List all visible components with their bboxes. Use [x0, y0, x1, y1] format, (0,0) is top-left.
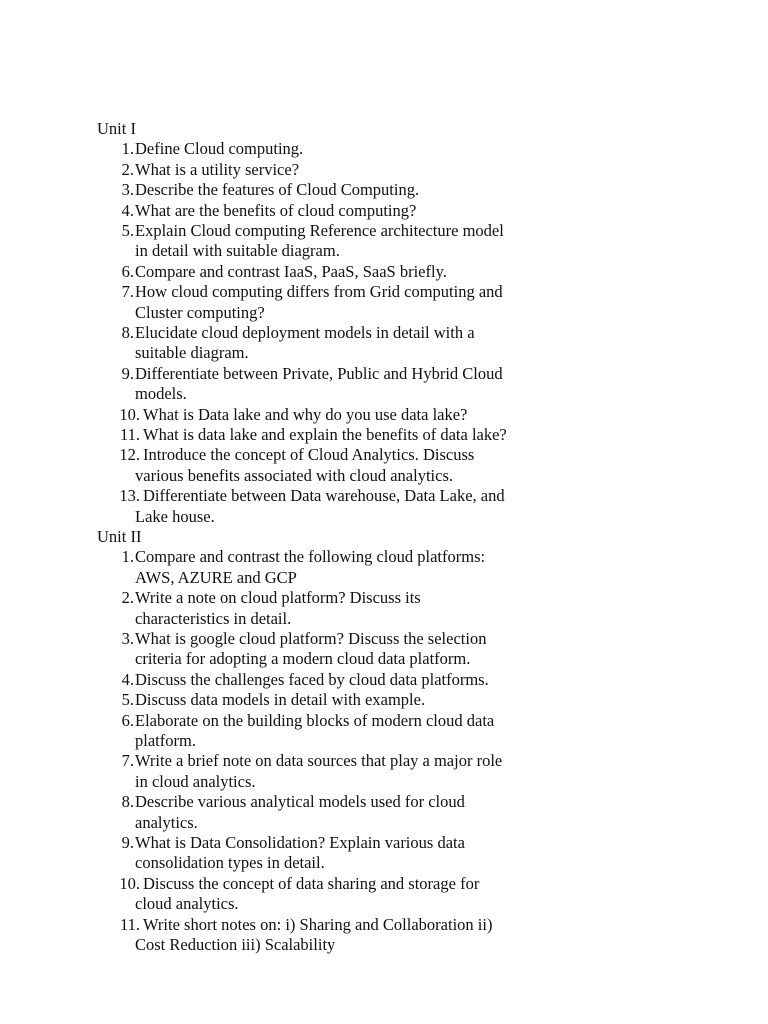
question-text	[135, 445, 565, 486]
question-item	[0, 751, 768, 792]
question-text	[135, 833, 565, 874]
question-item	[0, 690, 768, 710]
question-item	[0, 201, 768, 221]
question-text	[135, 792, 565, 833]
question-item	[0, 262, 768, 282]
question-text	[135, 405, 565, 425]
question-text-line: Lake house.	[135, 506, 215, 526]
question-text	[135, 486, 565, 527]
question-text-line: consolidation types in detail.	[135, 853, 325, 873]
question-text-line: cloud analytics.	[135, 894, 239, 914]
question-text-line: What is google cloud platform? Discuss the selection	[135, 629, 487, 648]
question-number: 5.	[121, 221, 134, 240]
question-number: 3.	[121, 180, 134, 200]
question-number: 5.	[121, 690, 134, 710]
question-text-line: suitable diagram.	[135, 343, 249, 363]
question-text	[135, 221, 565, 262]
question-text-line: What are the benefits of cloud computing?	[135, 200, 417, 220]
question-number: 1.	[121, 139, 134, 159]
question-text-line: Define Cloud computing.	[135, 139, 304, 159]
question-number: 1.	[121, 547, 134, 567]
question-number: 9.	[121, 363, 134, 383]
question-number: 2.	[121, 588, 134, 608]
question-text	[135, 670, 565, 690]
question-item	[0, 547, 768, 588]
question-item	[0, 629, 768, 670]
question-text	[135, 180, 565, 200]
question-item	[0, 670, 768, 690]
question-text-line: Write a note on cloud platform? Discuss its	[135, 588, 421, 608]
question-item	[0, 792, 768, 833]
question-text	[135, 874, 565, 915]
question-text-line: What is a utility service?	[135, 159, 300, 179]
question-number: 12.	[119, 445, 140, 465]
unit-heading: Unit II	[97, 527, 142, 546]
question-item	[0, 405, 768, 425]
question-number: 9.	[121, 833, 134, 852]
question-text-line: Compare and contrast IaaS, PaaS, SaaS briefly.	[135, 261, 447, 281]
question-text-line: Introduce the concept of Cloud Analytics. Discuss	[143, 445, 475, 465]
question-number: 7.	[121, 751, 134, 771]
question-text	[135, 262, 565, 282]
question-item	[0, 874, 768, 915]
question-number: 8.	[121, 323, 134, 342]
question-text-line: various benefits associated with cloud analytics.	[135, 465, 453, 485]
question-text	[135, 160, 565, 180]
question-text-line: What is Data lake and why do you use data lake?	[143, 404, 468, 424]
question-text-line: Discuss the concept of data sharing and storage for	[143, 873, 480, 893]
question-text	[135, 323, 565, 364]
question-item	[0, 160, 768, 180]
question-item	[0, 711, 768, 752]
question-text-line: How cloud computing differs from Grid computing and	[135, 282, 503, 302]
question-item	[0, 364, 768, 405]
question-text	[135, 711, 565, 752]
question-item	[0, 486, 768, 527]
question-item	[0, 323, 768, 364]
question-number: 13.	[119, 486, 140, 506]
question-text-line: AWS, AZURE and GCP	[135, 567, 297, 587]
question-text-line: analytics.	[135, 812, 198, 832]
question-text	[135, 425, 565, 445]
question-number: 11.	[119, 914, 140, 934]
question-text	[135, 201, 565, 221]
question-text-line: Cost Reduction iii) Scalability	[135, 935, 336, 954]
question-number: 2.	[121, 159, 134, 179]
question-text-line: Elucidate cloud deployment models in detail with a	[135, 323, 475, 342]
question-text-line: Describe the features of Cloud Computing.	[135, 180, 420, 200]
question-text-line: What is Data Consolidation? Explain various data	[135, 833, 465, 852]
question-number: 6.	[121, 710, 134, 730]
question-text	[135, 915, 565, 956]
question-text-line: characteristics in detail.	[135, 608, 292, 628]
unit-heading: Unit I	[97, 119, 136, 138]
question-item	[0, 180, 768, 200]
question-text-line: What is data lake and explain the benefits of data lake?	[143, 425, 507, 444]
question-text	[135, 751, 565, 792]
question-text-line: Elaborate on the building blocks of modern cloud data	[135, 710, 495, 730]
question-item	[0, 588, 768, 629]
question-number: 4.	[121, 669, 134, 689]
question-item	[0, 915, 768, 956]
question-text-line: Differentiate between Private, Public and Hybrid Cloud	[135, 363, 503, 383]
question-text-line: Explain Cloud computing Reference architecture model	[135, 221, 504, 240]
question-text-line: Discuss the challenges faced by cloud data platforms.	[135, 669, 489, 689]
question-item	[0, 282, 768, 323]
question-text-line: Describe various analytical models used for cloud	[135, 792, 465, 812]
question-text	[135, 139, 565, 159]
question-text	[135, 282, 565, 323]
question-number: 8.	[121, 792, 134, 812]
question-number: 7.	[121, 282, 134, 302]
question-item	[0, 445, 768, 486]
question-item	[0, 425, 768, 445]
question-text-line: in cloud analytics.	[135, 771, 256, 791]
question-number: 3.	[121, 629, 134, 648]
question-number: 10.	[119, 404, 140, 424]
question-text-line: Compare and contrast the following cloud platforms:	[135, 547, 486, 567]
question-item	[0, 139, 768, 159]
question-text	[135, 690, 565, 710]
question-item	[0, 833, 768, 874]
question-text-line: Cluster computing?	[135, 302, 265, 322]
question-item	[0, 221, 768, 262]
question-text	[135, 629, 565, 670]
question-text	[135, 364, 565, 405]
question-text	[135, 547, 565, 588]
question-text-line: in detail with suitable diagram.	[135, 241, 340, 261]
question-number: 11.	[119, 425, 140, 444]
question-number: 4.	[121, 200, 134, 220]
question-text-line: Differentiate between Data warehouse, Data Lake, and	[143, 486, 505, 506]
question-text-line: criteria for adopting a modern cloud data platform.	[135, 649, 471, 669]
question-text-line: Write short notes on: i) Sharing and Collaboration ii)	[143, 914, 493, 934]
question-number: 10.	[119, 873, 140, 893]
question-text	[135, 588, 565, 629]
question-text-line: platform.	[135, 731, 196, 750]
question-number: 6.	[121, 261, 134, 281]
question-text-line: Discuss data models in detail with example.	[135, 690, 426, 710]
question-text-line: Write a brief note on data sources that play a major role	[135, 751, 503, 771]
question-text-line: models.	[135, 384, 187, 404]
